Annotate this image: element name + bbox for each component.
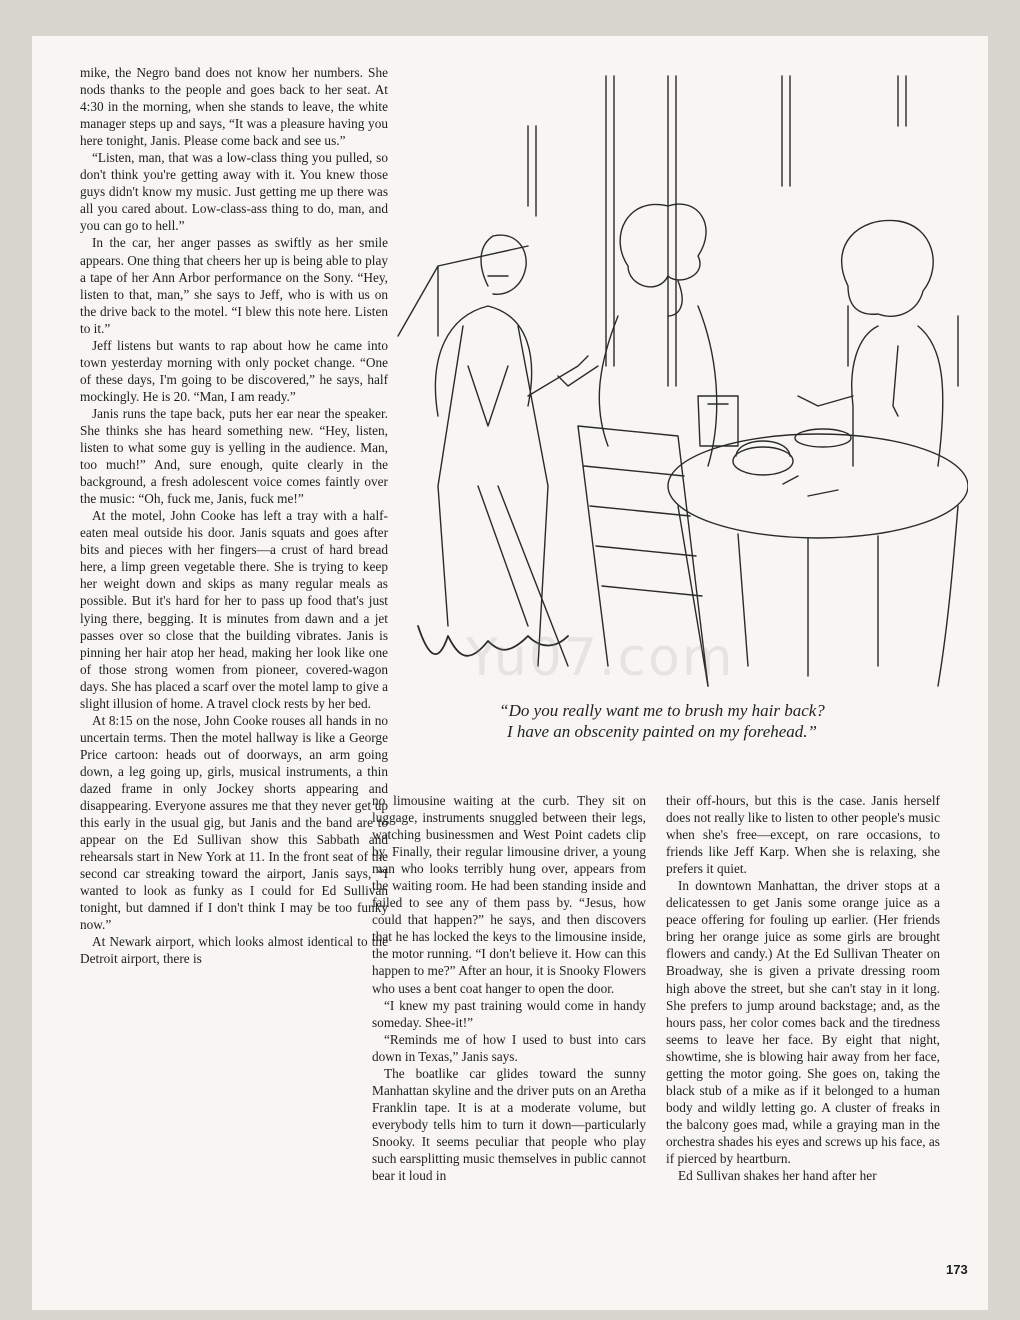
paragraph: “I knew my past training would come in handy someday. Shee-it!” <box>372 997 646 1030</box>
paragraph: At the motel, John Cooke has left a tray with a half-eaten meal outside his door. Janis squats and goes after bits and pieces with her fingers—a crust of hard bread here, a limp green vegetable there. She is trying to keep her weight down and skips as many regular meals as possible. But it's hard for her to pass up food that's just lying there, begging. It is minutes from dawn and a jet passes over so close that the building vibrates. Janis is pinning her hair atop her head, making her look like one of those strong women from pioneer, covered-wagon days. She has placed a scarf over the motel lamp to give a slight illusion of home. A travel clock rests by her bed. <box>80 508 388 711</box>
paragraph: no limousine waiting at the curb. They sit on luggage, instruments snuggled between their legs, watching businessmen and West Point cadets clip by. Finally, their regular limousine driver, a young man who looks terribly hung over, appears from the waiting room. He had been standing inside and failed to see any of them pass by. “Jesus, how could that happen?” he says, and then discovers that he has locked the keys to the limousine inside, the motor running. “I don't believe it. How can this happen to me?” After an hour, it is Snooky Flowers who uses a bent coat hanger to open the door. <box>372 793 646 996</box>
paragraph: In downtown Manhattan, the driver stops at a delicatessen to get Janis some orange juice as a peace offering for fouling up earlier. (Her friends bring her orange juice as some girls are brought flowers and candy.) At the Ed Sullivan Theater on Broadway, she is given a private dressing room high above the street, but she can't stay in it long. She prefers to jump around backstage; and, as the hours pass, her color comes back and the tiredness seems to leave her face. By eight that night, showtime, she is blowing hair away from her face, getting the motor going. She goes on, taking the black stub of a mike as if it belonged to a human body and wildly letting go. A cluster of freaks in the balcony goes mad, while a graying man in the orchestra shades his eyes and screws up his face, as if pierced by heartburn. <box>666 878 940 1166</box>
article-column-2 <box>372 792 646 1184</box>
paragraph: Janis runs the tape back, puts her ear near the speaker. She thinks she has heard something new. “Hey, listen, listen to what some guy is yelling in the audience. Man, too much!” And, sure enough, quite clearly in the background, a fresh adolescent voice comes faintly over the music: “Oh, fuck me, Janis, fuck me!” <box>80 405 388 507</box>
paragraph: In the car, her anger passes as swiftly as her smile appears. One thing that cheers her up is being able to play a tape of her Ann Arbor performance on the Sony. “Hey, listen to that, man,” she says to Jeff, who is with us on the drive back to the motel. “I blew this note here. Listen to it.” <box>80 235 388 336</box>
paragraph: mike, the Negro band does not know her numbers. She nods thanks to the people and goes back to her seat. At 4:30 in the morning, when she stands to leave, the white manager steps up and says, “It was a pleasure having you here tonight, Janis. Please come back and see us.” <box>80 65 388 149</box>
caption-line: “Do you really want me to brush my hair back? <box>499 701 825 720</box>
paragraph: “Listen, man, that was a low-class thing you pulled, so don't think you're getting away with it. You knew those guys didn't know my music. Just getting me up there was all you cared about. Low-class-ass thing to do, man, and you can go to hell.” <box>80 150 388 234</box>
article-column-3 <box>666 792 940 1184</box>
paragraph: “Reminds me of how I used to bust into cars down in Texas,” Janis says. <box>372 1031 646 1064</box>
paragraph: Ed Sullivan shakes her hand after her <box>677 1168 877 1184</box>
article-column-1 <box>80 64 388 967</box>
paragraph: At 8:15 on the nose, John Cooke rouses all hands in no uncertain terms. Then the motel hallway is like a George Price cartoon: heads out of doorways, an arm going down, a leg going up, girls, musical instruments, a thin dazed frame in only Jockey shorts appearing and disappearing. Everyone assures me that they never get up this early in the usual gig, but Janis and the band are to appear on the Ed Sullivan show this Sabbath and rehearsals start in New York at 11. In the front seat of the second car streaking toward the airport, Janis says, “I wanted to look as funky as I could for Ed Sullivan tonight, but damned if I don't think I may be too funky now.” <box>80 712 388 933</box>
page-number: 173 <box>946 1262 968 1277</box>
magazine-page <box>32 36 988 1310</box>
caption-line: I have an obscenity painted on my forehead.” <box>506 722 818 741</box>
paragraph: their off-hours, but this is the case. Janis herself does not really like to listen to other people's music when she's free—except, on rare occasions, to friends like Jeff Karp. When she is relaxing, she prefers it quiet. <box>666 793 940 877</box>
cartoon-caption <box>412 700 912 742</box>
paragraph: At Newark airport, which looks almost identical to the Detroit airport, there is <box>80 934 388 967</box>
paragraph: The boatlike car glides toward the sunny Manhattan skyline and the driver puts on an Aretha Franklin tape. It is at a moderate volume, but everybody tells him to turn it down—particularly Snooky. It seems peculiar that people who play such earsplitting music themselves in public cannot bear it loud in <box>372 1065 647 1184</box>
cartoon-illustration <box>378 66 968 696</box>
watermark: Yu07.com <box>466 628 735 688</box>
paragraph: Jeff listens but wants to rap about how he came into town yesterday morning with only pocket change. “One of these days, I'm going to be discovered,” he says, half mockingly. He is 20. “Man, I am ready.” <box>80 337 388 404</box>
